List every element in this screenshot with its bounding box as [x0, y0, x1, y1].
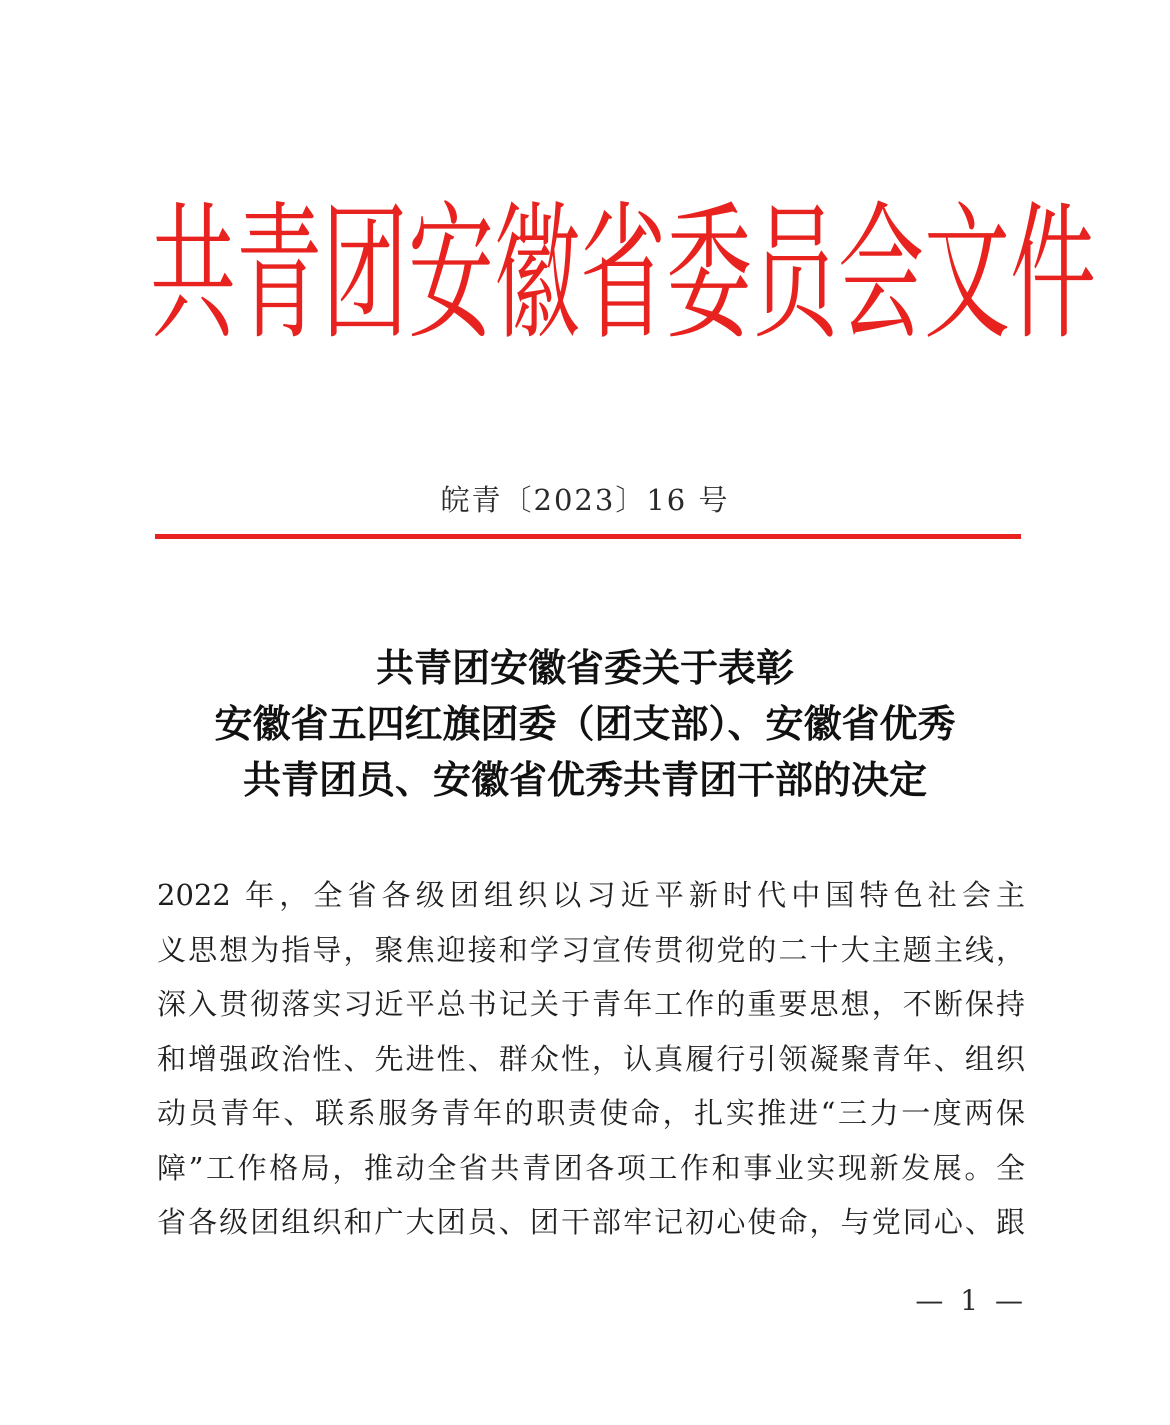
body-line: 深入贯彻落实习近平总书记关于青年工作的重要思想，不断保持: [157, 987, 1025, 1021]
document-masthead: [150, 189, 1096, 361]
masthead-char: 徽: [494, 189, 580, 361]
body-line: 障”工作格局，推动全省共青团各项工作和事业实现新发展。全: [157, 1150, 1025, 1185]
masthead-char: 省: [580, 189, 666, 361]
document-title: [130, 640, 1040, 808]
masthead-char: 安: [408, 189, 494, 361]
masthead-char: 委: [666, 189, 752, 361]
title-line: 共青团员、安徽省优秀共青团干部的决定: [242, 758, 927, 802]
body-line: 义思想为指导，聚焦迎接和学习宣传贯彻党的二十大主题主线，: [157, 932, 1025, 967]
masthead-char: 文: [924, 189, 1010, 361]
masthead-char: 会: [838, 189, 924, 361]
masthead-char: 青: [236, 189, 322, 361]
masthead-char: 团: [322, 189, 408, 361]
body-line: 省各级团组织和广大团员、团干部牢记初心使命，与党同心、跟: [157, 1205, 1025, 1239]
page-number: — 1 —: [915, 1284, 1027, 1317]
title-line: 安徽省五四红旗团委（团支部）、安徽省优秀: [214, 702, 956, 746]
body-line: 2022 年，全省各级团组织以习近平新时代中国特色社会主: [157, 878, 1025, 912]
masthead-char: 件: [1010, 189, 1096, 361]
body-paragraph: [157, 868, 1025, 1250]
document-number: 皖青〔2023〕16 号: [440, 483, 730, 517]
red-divider-rule: [155, 534, 1021, 539]
masthead-char: 员: [752, 189, 838, 361]
masthead-char: 共: [150, 189, 236, 361]
title-line: 共青团安徽省委关于表彰: [375, 646, 794, 690]
body-line: 和增强政治性、先进性、群众性，认真履行引领凝聚青年、组织: [157, 1041, 1025, 1076]
body-line: 动员青年、联系服务青年的职责使命，扎实推进“三力一度两保: [157, 1096, 1025, 1130]
